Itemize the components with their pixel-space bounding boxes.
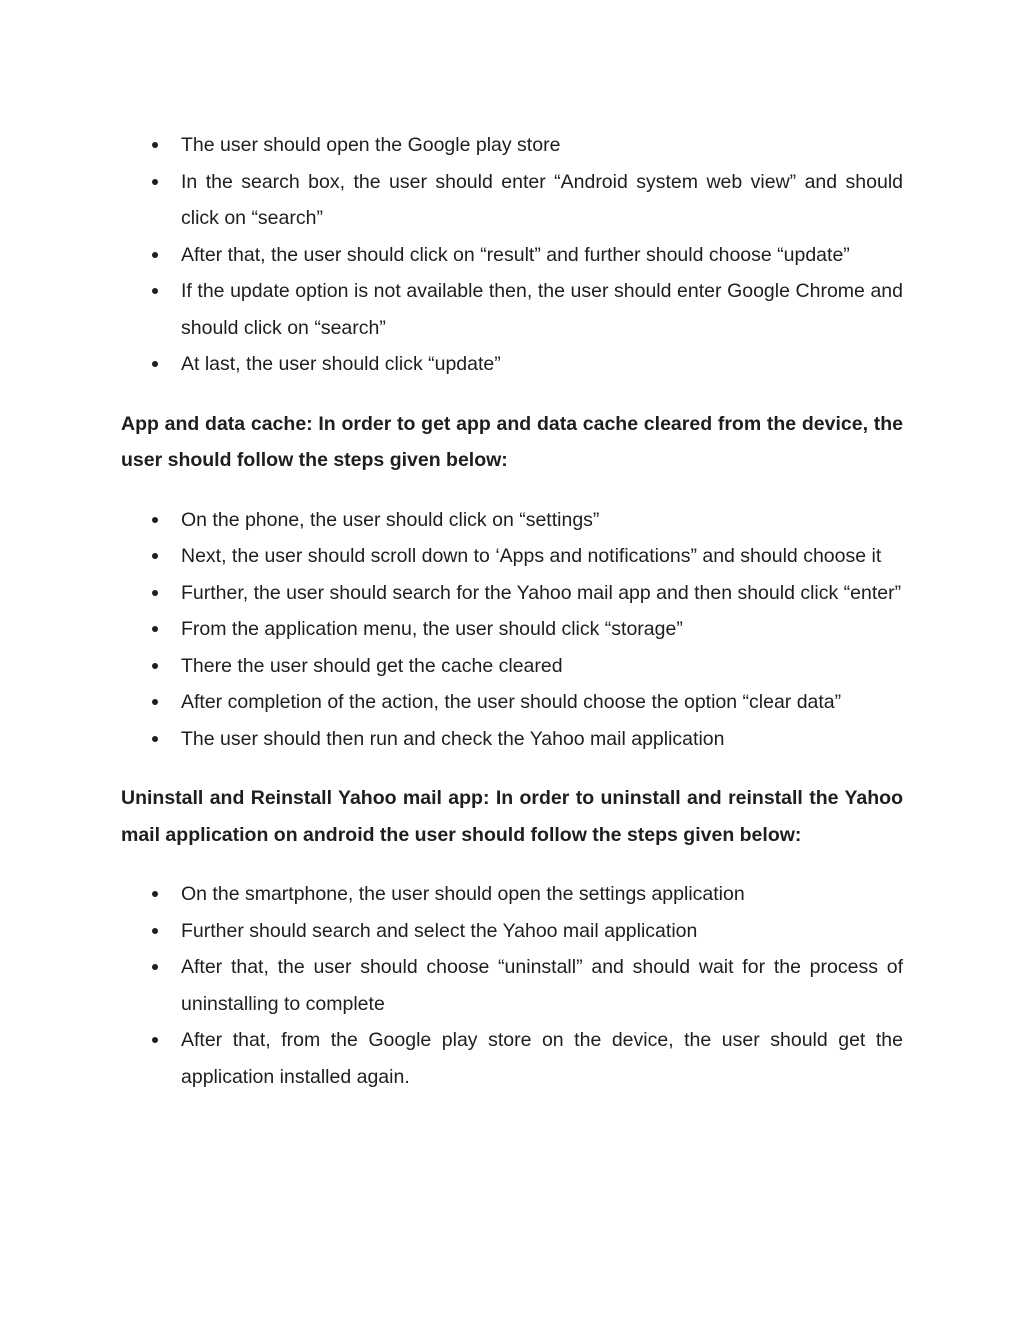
bullet-icon xyxy=(152,663,158,669)
list-item-text: The user should then run and check the Yahoo mail application xyxy=(181,727,725,750)
bullet-icon xyxy=(152,142,158,148)
list-item xyxy=(121,346,903,383)
list-item-text: Further should search and select the Yahoo mail application xyxy=(181,919,698,942)
list-item xyxy=(121,502,903,539)
bullet-icon xyxy=(152,288,158,294)
list-item-text: After that, from the Google play store on the device, the user should get the application installed again. xyxy=(181,1029,903,1088)
section-heading-app-data-cache: App and data cache: In order to get app and data cache cleared from the device, the user should follow the steps given below: xyxy=(121,412,903,471)
bullet-icon xyxy=(152,517,158,523)
bullet-icon xyxy=(152,252,158,258)
bullet-icon xyxy=(152,928,158,934)
list-item xyxy=(121,164,903,237)
list-item-text: From the application menu, the user should click “storage” xyxy=(181,618,683,640)
list-item xyxy=(121,949,903,1022)
section-heading-uninstall-reinstall: Uninstall and Reinstall Yahoo mail app: In order to uninstall and reinstall the Yahoo mail application on android the user should follow the steps given below: xyxy=(121,787,903,846)
list-item-text: In the search box, the user should enter “Android system web view” and should click on “search” xyxy=(181,170,903,229)
list-item-text: On the smartphone, the user should open the settings application xyxy=(181,883,745,905)
bullet-icon xyxy=(152,736,158,742)
list-item xyxy=(121,127,903,164)
list-item xyxy=(121,913,903,950)
list-item-text: After that, the user should click on “result” and further should choose “update” xyxy=(181,243,850,266)
list-item xyxy=(121,611,903,648)
list-item-text: On the phone, the user should click on “settings” xyxy=(181,508,600,531)
bullet-icon xyxy=(152,179,158,185)
list-item-text: After completion of the action, the user should choose the option “clear data” xyxy=(181,691,842,713)
bullet-icon xyxy=(152,553,158,559)
list-item xyxy=(121,648,903,685)
list-item xyxy=(121,575,903,612)
list-item-text: At last, the user should click “update” xyxy=(181,353,501,375)
bullet-icon xyxy=(152,361,158,367)
bullet-icon xyxy=(152,590,158,596)
list-item xyxy=(121,684,903,721)
list-item xyxy=(121,876,903,913)
list-item-text: After that, the user should choose “uninstall” and should wait for the process of uninstalling to complete xyxy=(181,956,903,1015)
bullet-icon xyxy=(152,964,158,970)
list-item-text: The user should open the Google play store xyxy=(181,134,561,156)
list-item-text: Next, the user should scroll down to ‘Apps and notifications” and should choose it xyxy=(181,545,882,567)
list-item xyxy=(121,538,903,575)
list-item-text: There the user should get the cache cleared xyxy=(181,654,563,677)
reinstall-steps-list xyxy=(121,876,903,1095)
bullet-icon xyxy=(152,1037,158,1043)
update-steps-list xyxy=(121,127,903,383)
list-item-text: Further, the user should search for the Yahoo mail app and then should click “enter” xyxy=(181,581,902,604)
list-item-text: If the update option is not available then, the user should enter Google Chrome and should click on “search” xyxy=(181,280,903,339)
list-item xyxy=(121,1022,903,1095)
list-item xyxy=(121,273,903,346)
list-item xyxy=(121,237,903,274)
document-page xyxy=(121,127,903,1095)
list-item xyxy=(121,721,903,758)
bullet-icon xyxy=(152,699,158,705)
cache-steps-list xyxy=(121,502,903,758)
bullet-icon xyxy=(152,891,158,897)
bullet-icon xyxy=(152,626,158,632)
